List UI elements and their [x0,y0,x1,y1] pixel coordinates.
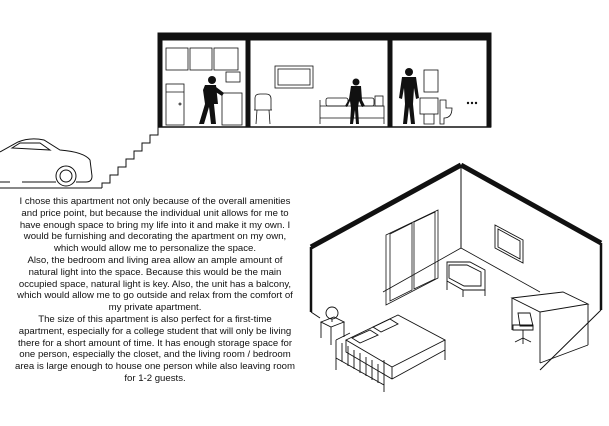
axonometric-room-drawing [311,165,601,392]
person-figure-bathroom [399,68,419,124]
sliding-closet [386,210,438,305]
partition-wall-2 [388,40,392,127]
essay-paragraph-1: I chose this apartment not only because of the overall amenities and price point, but because the individual unit allows for me to have enough space to bring my life into it and make it my own. I would be furnishing and decorating the apartment on my own, which would allow me to personalize the space. [19,196,291,255]
partition-wall-1 [246,40,250,127]
wall-art-frame [495,225,523,263]
bed [336,315,445,392]
exterior-stairs [102,127,158,188]
person-figure-living [345,79,365,125]
desk [512,292,588,363]
car-outline [0,139,92,186]
nightstand-lamp [321,307,344,345]
left-exterior-wall [158,33,162,127]
toilet [440,100,452,124]
desk-chair [513,313,533,344]
armchair [447,262,485,297]
essay-text-block [14,196,296,385]
essay-paragraph-2: Also, the bedroom and living area allow an ample amount of natural light into the space. Because this would be the main occupied space, natural light is key. Also, the unit has a balcony, which would allow me to go outside and relax from the comfort of my private apartment. [17,254,293,314]
living-room-furniture [254,66,384,124]
bathroom-fixtures [420,70,477,124]
floor-back-edge-right [461,248,540,292]
apartment-section-drawing [0,33,491,188]
right-wall-top-edge [461,165,601,243]
roof-slab [158,33,491,40]
lounge-chair [254,94,272,124]
left-floor-edge [311,312,320,318]
person-figure-kitchen [199,76,224,124]
right-exterior-wall [487,33,491,127]
essay-paragraph-3: The size of this apartment is also perfect for a first-time apartment, especially for a college student that will only be living there for a short amount of time. It has enough storage space for one person, especially the closet, and the living room / bedroom area is large enough to house one person while also leaving room for 1-2 guests. [15,313,295,384]
right-wall-base [540,310,601,370]
